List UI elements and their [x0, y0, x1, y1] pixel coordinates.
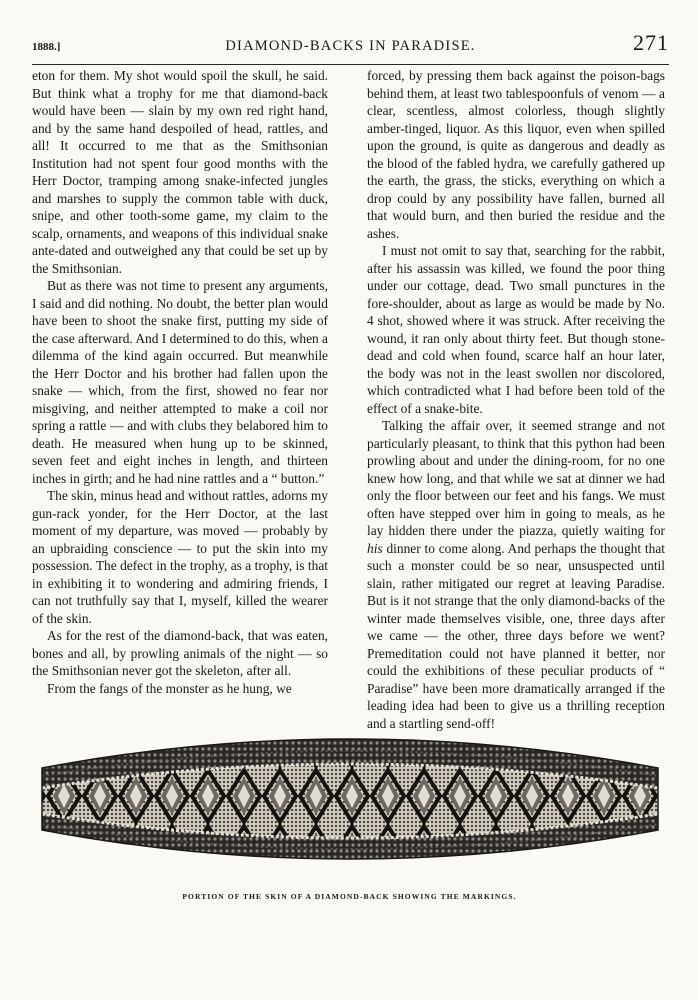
paragraph: I must not omit to say that, searching for the rabbit, after his assassin was killed, we found the poor thing under our cottage, dead. Two small punctures in the fore-shoulder, about as large as would be made by No. 4 shot, showed where it was struck. After receiving the wound, it ran only about thirty feet. But though stone-dead and cold when found, scarce half an hour later, the body was not in the least swollen nor discolored, which contradicted what I had before been told of the effect of a snake-bite.: [367, 243, 665, 416]
page-number: 271: [633, 30, 669, 55]
paragraph: [367, 417, 665, 732]
italic-word: his: [367, 540, 383, 556]
paragraph: But as there was not time to present any arguments, I said and did nothing. No doubt, the better plan would have been to shoot the snake first, putting my side of the case afterward. And I determined to do this, when a dilemma of the kind again occurred. But meanwhile the Herr Doctor and his brother had fallen upon the snake — which, from the first, showed no fear nor misgiving, and neither attempted to make a coil nor spring a rattle — and with clubs they belabored him to death. He measured when hung up to be skinned, seven feet and eight inches in length, and thirteen inches in girth; and he had nine rattles and a “ button.”: [32, 278, 328, 486]
right-column: [367, 67, 665, 732]
paragraph: eton for them. My shot would spoil the skull, he said. But think what a trophy for me that diamond-back would have been — slain by my own red right hand, and by the same hand despoiled of head, rattles, and all! It occurred to me that as the Smithsonian Institution had not spent four good months with the Herr Doctor, tramping among snake-infected jungles and marshes to supply the common table with duck, snipe, and other tooth-some game, my claim to the scalp, ornaments, and weapons of this individual snake ante-dated and outweighed any that could be set up by the Smithsonian.: [32, 68, 328, 276]
paragraph: forced, by pressing them back against the poison-bags behind them, at least two tablespoonfuls of venom — a clear, scentless, almost colorless, though slightly amber-tinged, liquor. As this liquor, even when spilled upon the ground, is quite as dangerous and deadly as the blood of the fabled hydra, we carefully gathered up the earth, the grass, the sticks, everything on which a drop could by any possibility have fallen, burned all that would burn, and then buried the residue and the ashes.: [367, 68, 665, 241]
snakeskin-illustration: [38, 716, 662, 882]
figure-caption: PORTION OF THE SKIN OF A DIAMOND-BACK SHOWING THE MARKINGS.: [182, 892, 517, 901]
text-run: dinner to come along. And perhaps the thought that such a monster could be so near, unsuspected until slain, rather mitigated our regret at leaving Paradise. But is it not strange that the only diamond-backs of the winter made themselves visible, one, three days after we came — the other, three days before we went? Premeditation could not have planned it better, nor could the exhibitions of these peculiar products of “ Paradise” have been more dramatically arranged if the leading idea had been to give us a thrilling reception and a startling send-off!: [367, 540, 665, 731]
paragraph: From the fangs of the monster as he hung, we: [47, 680, 292, 696]
paragraph: The skin, minus head and without rattles, adorns my gun-rack yonder, for the Herr Doctor, at the last moment of my departure, was moved — probably by an upbraiding conscience — to put the skin into my possession. The defect in the trophy, as a trophy, is that in exhibiting it to wondering and admiring friends, I can not truthfully say that I, myself, killed the wearer of the skin.: [32, 488, 328, 626]
text-run: Talking the affair over, it seemed strange and not particularly pleasant, to think that this python had been prowling about and under the dining-room, for no one knew how long, and that while we sat at dinner we had only the floor between our feet and his fangs. We must often have stepped over him in going to meals, as he lay hidden there under the piazza, quietly waiting for: [367, 418, 665, 538]
snakeskin-engraving: [38, 716, 662, 882]
header-year: 1888.]: [32, 41, 61, 53]
paragraph: As for the rest of the diamond-back, that was eaten, bones and all, by prowling animals of the night — so the Smithsonian never got the skeleton, after all.: [32, 628, 328, 678]
left-column: [32, 67, 328, 697]
header-title: DIAMOND-BACKS IN PARADISE.: [225, 38, 476, 54]
running-header: [32, 30, 669, 65]
